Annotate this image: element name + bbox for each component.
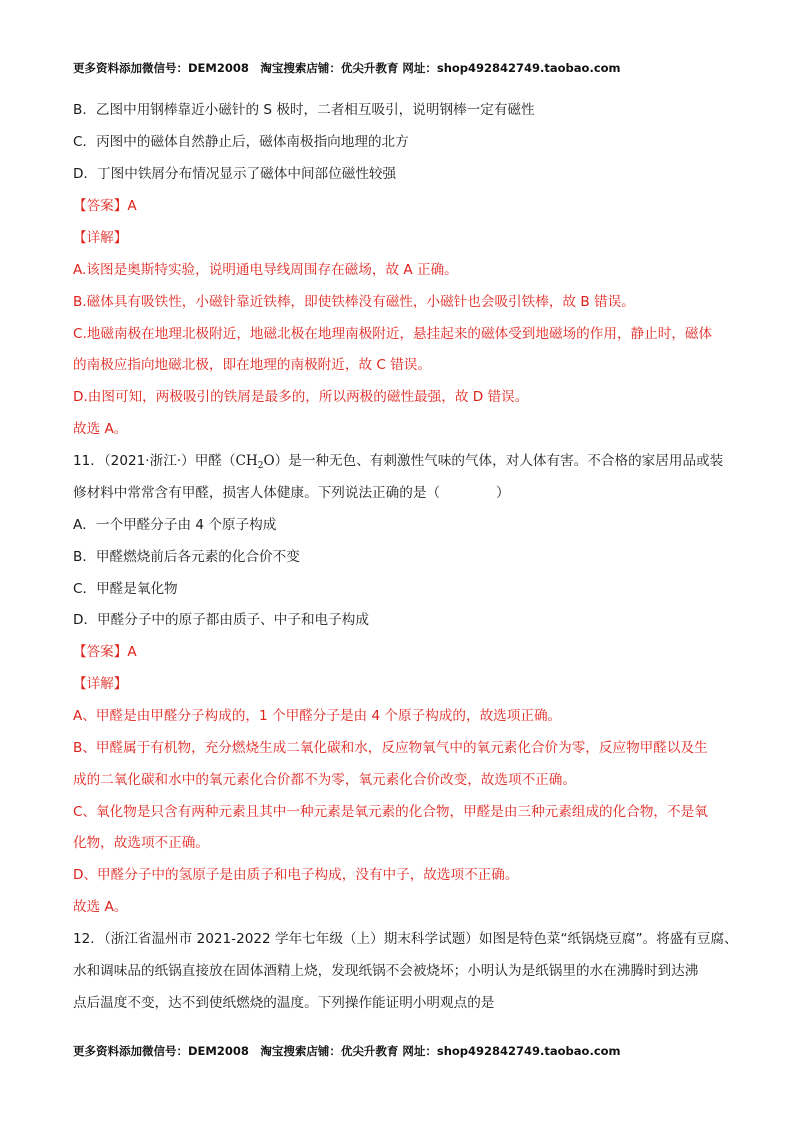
q12-stem-line3: 点后温度不变，达不到使纸燃烧的温度。下列操作能证明小明观点的是 — [73, 995, 495, 1011]
q11-stem-line2: 修材料中常常含有甲醛，损害人体健康。下列说法正确的是（ ） — [73, 485, 510, 501]
q10-option-b: B．乙图中用钢棒靠近小磁针的 S 极时，二者相互吸引，说明钢棒一定有磁性 — [73, 102, 535, 118]
q11-option-c: C．甲醛是氧化物 — [73, 581, 178, 597]
q11-stem-prefix: 11．（2021·浙江·）甲醛（ — [73, 453, 236, 469]
q10-answer: 【答案】A — [73, 198, 137, 214]
q10-conclusion: 故选 A。 — [73, 421, 128, 437]
q11-option-a: A．一个甲醛分子由 4 个原子构成 — [73, 517, 277, 533]
q11-detail-label: 【详解】 — [73, 676, 128, 692]
q11-answer: 【答案】A — [73, 644, 137, 660]
q11-formula: $CH_2O$ — [235, 453, 275, 471]
q11-option-b: B．甲醛燃烧前后各元素的化合价不变 — [73, 549, 300, 565]
page-header: 更多资料添加微信号：DEM2008 淘宝搜索店铺：优尖升教育 网址：shop492842749.taobao.com — [73, 61, 621, 75]
q11-stem-suffix: ）是一种无色、有刺激性气味的气体，对人体有害。不合格的家居用品或装 — [274, 453, 724, 469]
q12-stem-line1: 12．（浙江省温州市 2021-2022 学年七年级（上）期末科学试题）如图是特色菜“纸锅烧豆腐”。将盛有豆腐、 — [73, 931, 738, 947]
q10-option-d: D．丁图中铁屑分布情况显示了磁体中间部位磁性较强 — [73, 166, 397, 182]
q11-explanation-c-line2: 化物，故选项不正确。 — [73, 835, 209, 851]
q11-stem-line1 — [73, 451, 733, 476]
q11-explanation-c-line1: C、氧化物是只含有两种元素且其中一种元素是氧元素的化合物，甲醛是由三种元素组成的化合物，不是氧 — [73, 804, 708, 820]
q12-stem-line2: 水和调味品的纸锅直接放在固体酒精上烧，发现纸锅不会被烧坏；小明认为是纸锅里的水在沸腾时到达沸 — [73, 963, 699, 979]
q10-option-c: C．丙图中的磁体自然静止后，磁体南极指向地理的北方 — [73, 134, 409, 150]
page-footer: 更多资料添加微信号：DEM2008 淘宝搜索店铺：优尖升教育 网址：shop492842749.taobao.com — [73, 1044, 621, 1058]
q10-explanation-a: A.该图是奥斯特实验，说明通电导线周围存在磁场，故 A 正确。 — [73, 262, 458, 278]
q11-option-d: D．甲醛分子中的原子都由质子、中子和电子构成 — [73, 612, 369, 628]
q10-detail-label: 【详解】 — [73, 230, 128, 246]
q10-explanation-c-line1: C.地磁南极在地理北极附近，地磁北极在地理南极附近，悬挂起来的磁体受到地磁场的作用，静止时，磁体 — [73, 326, 713, 342]
q10-explanation-d: D.由图可知，两极吸引的铁屑是最多的，所以两极的磁性最强，故 D 错误。 — [73, 389, 529, 405]
q11-explanation-b-line1: B、甲醛属于有机物，充分燃烧生成二氧化碳和水，反应物氧气中的氧元素化合价为零，反应物甲醛以及生 — [73, 740, 708, 756]
q11-conclusion: 故选 A。 — [73, 899, 128, 915]
q10-explanation-c-line2: 的南极应指向地磁北极，即在地理的南极附近，故 C 错误。 — [73, 357, 431, 373]
q11-explanation-d: D、甲醛分子中的氢原子是由质子和电子构成，没有中子，故选项不正确。 — [73, 867, 519, 883]
q11-explanation-a: A、甲醛是由甲醛分子构成的，1 个甲醛分子是由 4 个原子构成的，故选项正确。 — [73, 708, 562, 724]
q11-explanation-b-line2: 成的二氧化碳和水中的氧元素化合价都不为零，氧元素化合价改变，故选项不正确。 — [73, 772, 576, 788]
q10-explanation-b: B.磁体具有吸铁性，小磁针靠近铁棒，即使铁棒没有磁性，小磁针也会吸引铁棒，故 B 错误。 — [73, 294, 635, 310]
